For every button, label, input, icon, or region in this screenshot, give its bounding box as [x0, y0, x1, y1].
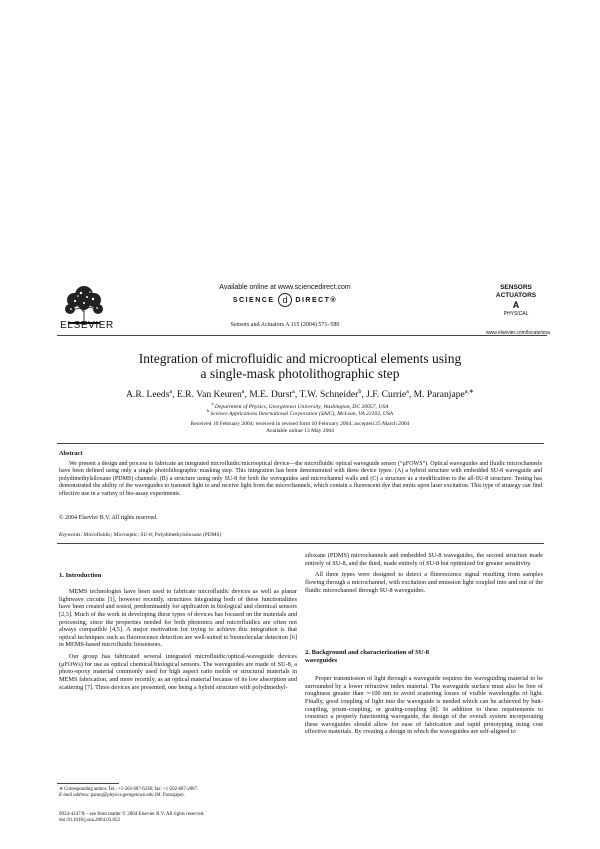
footnote: ∗ Corresponding author. Tel.: +1-202-687-6238; fax: +1-202-687-2087. E-mail address: paranj@physics.georgetown.edu (M. Paranjape). — [59, 787, 199, 799]
paragraph: All three types were designed to detect a fluorescence signal resulting from samples flowing through a microchannel, with excitation and emission light coupled into and out of the fluidic microchannel through SU-8 waveguides. — [305, 571, 543, 594]
journal-reference: Sensors and Actuators A 115 (2004) 571–580 — [230, 322, 340, 328]
author: A.R. Leeds — [126, 389, 170, 401]
abstract-text: We present a design and process to fabricate an integrated microfluidic/microoptical device—the microfluidic optical waveguide sensor (“μFOWS”). Optical waveguides and fluidic microchannels have been defined using only a single photolithographic masking step. This integration has been demonstrated with three device types: (A) a hybrid structure with embedded SU-8 waveguide and polydimethylsiloxane (PDMS) channels; (B) a structure using only SU-8 for both the waveguides and microchannel walls and (C) a structure as a modification to the all-SU-8 structure. Testing has demonstrated the ability of the waveguides to transmit light to and receive light from the microchannels, which contain a fluorescent dye that emits upon laser excitation. This type of strategy can find effective use in a variety of bio-assay experiments. — [59, 461, 542, 497]
left-column-body — [59, 588, 297, 695]
journal-url: www.elsevier.com/locate/sna — [486, 330, 550, 336]
article-title: Integration of microfluidic and microoptical elements using a single-mask photolithographic step — [138, 351, 462, 381]
received-dates: Received 10 February 2004; received in revised form 10 February 2004; accepted 25 March 2004 Available online 13 May 2004 — [190, 421, 410, 434]
author-list: A.R. Leeds$^a$, E.R. Van Keuren$^a$, M.E. Durst$^a$, T.W. Schneider$^b$, J.F. Currie$^a$, M. Paranjape$^{a,∗}$ — [126, 389, 474, 401]
publisher-name: ELSEVIER — [60, 320, 114, 331]
right-column-body — [305, 675, 543, 740]
author: T.W. Schneider — [299, 389, 359, 401]
keywords: Keywords: Microfluidic; Microoptic; SU-8; Polydimethylsiloxane (PDMS) — [59, 532, 222, 538]
author: M.E. Durst — [249, 389, 293, 401]
available-online-line: Available online at www.sciencedirect.com — [219, 284, 351, 291]
paragraph: MEMS technologies have been used to fabricate microfluidic devices as well as planar lightwave circuits [1], however recently, structures integrating both of these functionalities have been created and tested, predominantly for application in biological and chemical sensors [2,3]. Much of the work in developing these types of devices has focused on the materials and processing, since the properties needed for both photonics and microfluidics are often not always compatible [4,5]. A major motivation for trying to achieve this integration is that optical techniques such as fluorescence detection are well-suited to biomolecular detection [6] in MEMS-based microfluidic biosensors. — [59, 588, 297, 649]
paragraph: Our group has fabricated several integrated microfluidic/optical-waveguide devices (μFOWs) for use as optical chemical/biological sensors. The waveguides are made of SU-8, a photo-epoxy material commonly used for high aspect ratio molds or structural materials in MEMS fabrication, and more recently, as an optical material because of its low absorption and scattering [7]. Three devices are presented, one being a hybrid structure with polydimethyl- — [59, 653, 297, 691]
abstract-bottom-rule — [57, 543, 544, 544]
author: E.R. Van Keuren — [176, 389, 242, 401]
section-heading: 2. Background and characterization of SU-8 waveguides — [305, 649, 430, 664]
section-heading: 1. Introduction — [59, 572, 102, 579]
copyright-line: © 2004 Elsevier B.V. All rights reserved. — [59, 515, 158, 521]
author: M. Paranjape — [413, 389, 465, 401]
right-column-top — [305, 552, 543, 598]
abstract-heading: Abstract — [59, 450, 83, 457]
author: J.F. Currie — [366, 389, 407, 401]
issn-doi: 0924-4247/$ – see front matter © 2004 Elsevier B.V. All rights reserved. doi:10.1016/j.sna.2004.03.052 — [59, 812, 205, 824]
footnote-rule — [57, 783, 119, 784]
abstract-top-rule — [57, 443, 544, 444]
journal-cover-logo: SENSORS ACTUATORS A PHYSICAL — [495, 284, 537, 317]
sciencedirect-at-icon: d — [278, 293, 292, 307]
paragraph: siloxane (PDMS) microchannels and embedded SU-8 waveguides, the second structure made entirely of SU-8, and the third, made entirely of SU-8 but optimized for greater sensitivity. — [305, 552, 543, 567]
sciencedirect-logo: SCIENCE d DIRECT® — [232, 295, 338, 305]
paragraph: Proper transmission of light through a waveguide requires the waveguiding material to be surrounded by a lower refractive index material. The waveguide surface must also be free of roughness greater than ∼100 nm to avoid scattering losses of visible wavelengths of light. Finally, good coupling of light into the waveguide is needed which can be achieved by butt-coupling, prism-coupling, or grating-coupling [8]. In addition to these requirements to construct a properly functioning waveguide, the design of the overall system incorporating these waveguides should allow for ease of fabrication and rapid prototyping using cost effective materials. By creating a design in which the waveguides are self-aligned to — [305, 675, 543, 736]
header-rule — [57, 335, 547, 336]
affiliation: $^b$ Science Applications International Corporation (SAIC), McLean, VA 22102, USA — [206, 408, 394, 417]
affiliation: $^a$ Department of Physics, Georgetown University, Washington, DC 20057, USA — [211, 401, 389, 410]
